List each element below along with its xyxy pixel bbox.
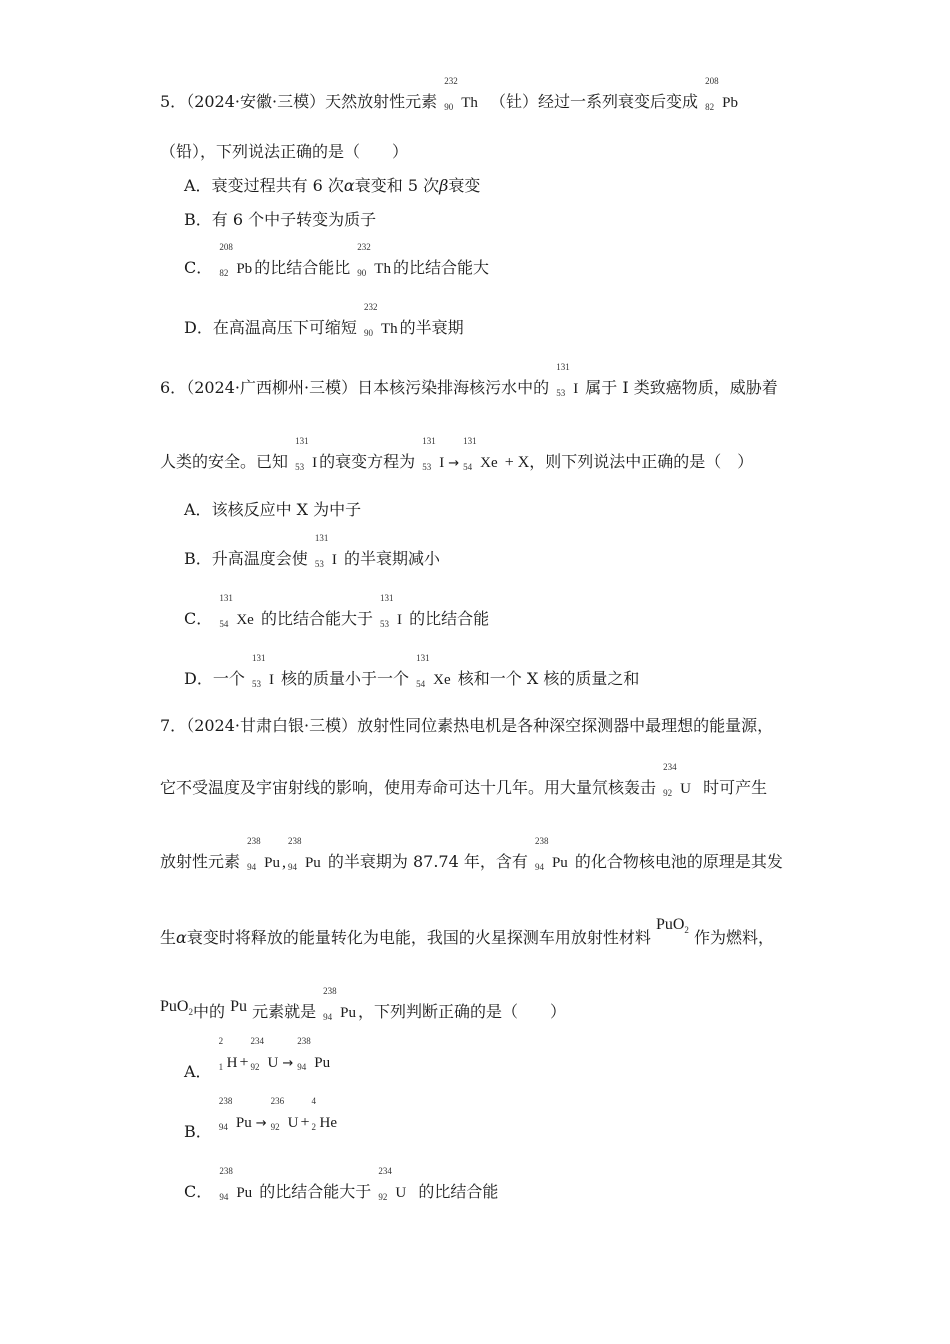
option-label: C． xyxy=(184,1182,213,1201)
nuclide-xe131: 131 54 Xe xyxy=(416,653,451,689)
nuclide-u234: 234 92 U xyxy=(663,762,691,798)
pu-symbol: Pu xyxy=(230,998,247,1015)
option-label: C． xyxy=(184,609,213,628)
nuclide-pu238: 238 94 Pu xyxy=(218,1096,252,1132)
nuclide-th232: 232 90 Th xyxy=(357,242,391,278)
arrow-icon: → xyxy=(282,1056,294,1071)
beta-symbol: β xyxy=(439,176,449,195)
nuclide-h2: 2 1 H xyxy=(218,1036,238,1072)
option-label: B． xyxy=(184,549,212,568)
q5-option-c[interactable]: C． 208 82 Pb 的比结合能比 232 90 Th 的比结合能大 xyxy=(184,242,489,278)
q7-line-5: PuO$_2$中的 Pu 元素就是 238 94 Pu ，下列判断正确的是（ ） xyxy=(160,986,567,1022)
nuclide-i131: 131 53 I xyxy=(251,653,274,689)
nuclide-pb208: 208 82 Pb xyxy=(219,242,253,278)
q7-line-3: 放射性元素 238 94 Pu , 238 94 Pu 的半衰期为 87.74 年，含有 238 94 Pu 的化合物核电池的原理是其发 xyxy=(160,836,783,872)
arrow-icon: → xyxy=(255,1116,267,1131)
nuclide-th232: 232 90 Th xyxy=(444,76,478,112)
q7-number: 7． xyxy=(160,716,187,735)
q7-line-1: 7．（2024·甘肃白银·三模）放射性同位素热电机是各种深空探测器中最理想的能量源， xyxy=(160,716,774,735)
q7-source: （2024·甘肃白银·三模） xyxy=(186,716,358,735)
nuclide-i131: 131 53 I xyxy=(380,593,403,629)
option-label: D． xyxy=(184,669,213,688)
q6-line-2: 人类的安全。已知 131 53 I 的衰变方程为 131 53 I → 131 54 Xe + X，则下列说法中正确的是（ ） xyxy=(160,436,754,472)
nuclide-i131: 131 53 I xyxy=(422,436,445,472)
q5-number: 5． xyxy=(160,92,187,111)
option-label: A． xyxy=(184,1062,212,1081)
q6-option-d[interactable]: D．一个 131 53 I 核的质量小于一个 131 54 Xe 核和一个 X 核的质量之和 xyxy=(184,653,640,689)
option-label: A． xyxy=(184,500,212,519)
nuclide-he4: 4 2 He xyxy=(311,1096,337,1132)
option-label: D． xyxy=(184,318,213,337)
nuclide-pu238: 238 94 Pu xyxy=(247,836,280,872)
nuclide-pu238: 238 94 Pu xyxy=(219,1166,253,1202)
formula-puo2: PuO$_2$ xyxy=(160,998,193,1017)
equation-a: 2 1 H + 234 92 U → 238 94 Pu xyxy=(218,1036,331,1072)
option-label: A． xyxy=(184,176,212,195)
nuclide-pu238: 238 94 Pu xyxy=(534,836,568,872)
equation-b: 238 94 Pu → 236 92 U + 4 2 He xyxy=(218,1096,337,1132)
q7-option-c[interactable]: C． 238 94 Pu 的比结合能大于 234 92 U 的比结合能 xyxy=(184,1166,499,1202)
option-label: B． xyxy=(184,210,212,229)
option-label: C． xyxy=(184,258,213,277)
q7-option-b[interactable] xyxy=(184,1096,339,1144)
q5-text: 天然放射性元素 xyxy=(325,92,438,111)
q6-option-c[interactable]: C． 131 54 Xe 的比结合能大于 131 53 I 的比结合能 xyxy=(184,593,490,629)
q6-source: （2024·广西柳州·三模） xyxy=(186,378,358,397)
alpha-symbol: α xyxy=(343,176,355,195)
nuclide-pb208: 208 82 Pb xyxy=(705,76,738,112)
q6-option-b[interactable]: B．升高温度会使 131 53 I 的半衰期减小 xyxy=(184,533,440,569)
nuclide-i131: 131 53 I xyxy=(295,436,318,472)
nuclide-u234: 234 92 U xyxy=(378,1166,407,1202)
q7-option-a[interactable] xyxy=(184,1036,332,1084)
nuclide-th232: 232 90 Th xyxy=(363,302,398,338)
q5-line-1 xyxy=(160,76,740,113)
q5-line-2: （铅），下列说法正确的是（ ） xyxy=(160,142,409,161)
nuclide-i131: 131 53 I xyxy=(556,362,579,398)
q5-option-d[interactable]: D．在高温高压下可缩短 232 90 Th 的半衰期 xyxy=(184,302,464,338)
q5-option-a[interactable]: A．衰变过程共有 6 次α衰变和 5 次β衰变 xyxy=(184,176,481,195)
arrow-icon: → xyxy=(448,456,460,471)
q5-text: （钍）经过一系列衰变后变成 xyxy=(490,92,699,111)
q5-option-b[interactable]: B．有 6 个中子转变为质子 xyxy=(184,210,377,229)
nuclide-i131: 131 53 I xyxy=(314,533,337,569)
option-label: B． xyxy=(184,1122,212,1141)
nuclide-pu238: 238 94 Pu xyxy=(287,836,321,872)
q7-line-2: 它不受温度及宇宙射线的影响，使用寿命可达十几年。用大量氘核轰击 234 92 U 时可产生 xyxy=(160,762,768,798)
q6-number: 6． xyxy=(160,378,187,397)
formula-puo2: PuO$_2$ xyxy=(655,916,689,935)
nuclide-pu238: 238 94 Pu xyxy=(323,986,357,1022)
nuclide-u234: 234 92 U xyxy=(250,1036,279,1072)
q6-option-a[interactable]: A．该核反应中 X 为中子 xyxy=(184,500,362,519)
nuclide-xe131: 131 54 Xe xyxy=(219,593,254,629)
nuclide-xe131: 131 54 Xe xyxy=(463,436,498,472)
nuclide-u236: 236 92 U xyxy=(270,1096,299,1132)
q5-source: （2024·安徽·三模） xyxy=(186,92,326,111)
nuclide-pu238: 238 94 Pu xyxy=(297,1036,331,1072)
q7-line-4: 生α衰变时将释放的能量转化为电能，我国的火星探测车用放射性材料 PuO$_2$ 作为燃料， xyxy=(160,916,774,947)
alpha-symbol: α xyxy=(176,928,187,947)
q6-line-1: 6．（2024·广西柳州·三模）日本核污染排海核污水中的 131 53 I 属于 I 类致癌物质，威胁着 xyxy=(160,362,778,398)
